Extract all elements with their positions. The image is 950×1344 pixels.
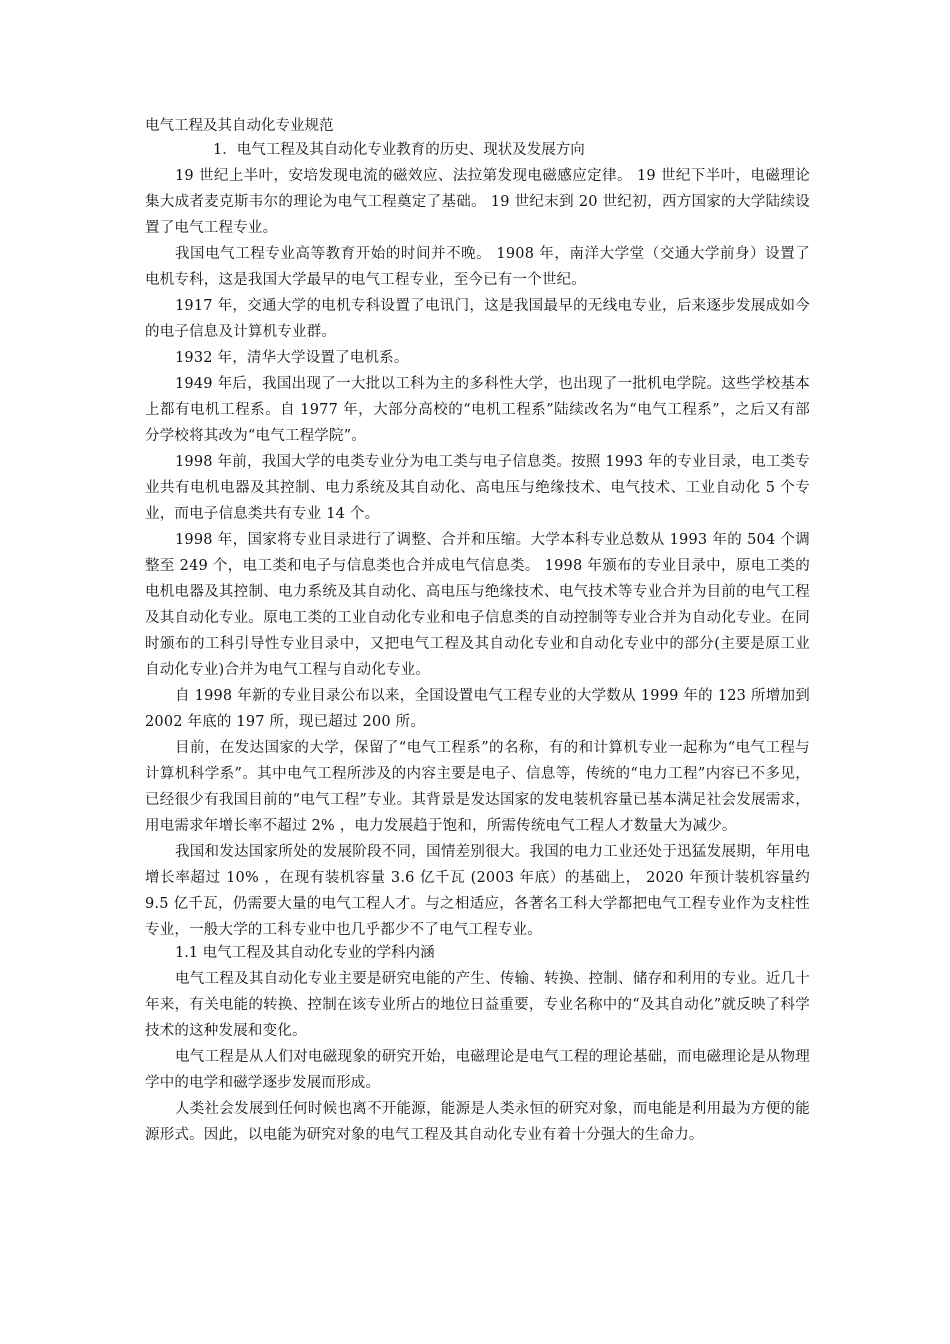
paragraph: 1932 年，清华大学设置了电机系。 xyxy=(175,350,409,366)
section-heading-1-1: 1.1 电气工程及其自动化专业的学科内涵 xyxy=(175,945,435,961)
paragraph: 目前，在发达国家的大学，保留了“电气工程系”的名称，有的和计算机专业一起称为“电气工程与计算机科学系”。其中电气工程所涉及的内容主要是电子、信息等，传统的“电力工程”内容已不多见，已经很少有我国目前的“电气工程”专业。其背景是发达国家的发电装机容量已基本满足社会发展需求，用电需求年增长率不超过 2% ，电力发展趋于饱和，所需传统电气工程人才数量大为减少。 xyxy=(145,740,810,834)
paragraph: 自 1998 年新的专业目录公布以来，全国设置电气工程专业的大学数从 1999 年的 123 所增加到 2002 年底的 197 所，现已超过 200 所。 xyxy=(145,688,810,730)
document-title: 电气工程及其自动化专业规范 xyxy=(145,118,334,134)
document-page xyxy=(145,116,810,1148)
paragraph: 1949 年后，我国出现了一大批以工科为主的多科性大学，也出现了一批机电学院。这些学校基本上都有电机工程系。自 1977 年，大部分高校的“电机工程系”陆续改名为“电气工程系”，之后又有部分学校将其改为“电气工程学院”。 xyxy=(145,376,810,444)
paragraph: 1998 年，国家将专业目录进行了调整、合并和压缩。大学本科专业总数从 1993 年的 504 个调整至 249 个，电工类和电子与信息类也合并成电气信息类。 1998 年颁布的专业目录中，原电工类的电机电器及其控制、电力系统及其自动化、高电压与绝缘技术、电气技术等专业合并为目前的电气工程及其自动化专业。原电工类的工业自动化专业和电子信息类的自动控制等专业合并为自动化专业。在同时颁布的工科引导性专业目录中，又把电气工程及其自动化专业和自动化专业中的部分(主要是原工业自动化专业)合并为电气工程与自动化专业。 xyxy=(145,532,810,678)
paragraph: 电气工程及其自动化专业主要是研究电能的产生、传输、转换、控制、储存和利用的专业。近几十年来，有关电能的转换、控制在该专业所占的地位日益重要，专业名称中的“及其自动化”就反映了科学技术的这种发展和变化。 xyxy=(145,971,810,1039)
paragraph: 我国和发达国家所处的发展阶段不同，国情差别很大。我国的电力工业还处于迅猛发展期，年用电增长率超过 10% ，在现有装机容量 3.6 亿千瓦 (2003 年底）的基础上， 2020 年预计装机容量约 9.5 亿千瓦，仍需要大量的电气工程人才。与之相适应，各著名工科大学都把电气工程专业作为支柱性专业，一般大学的工科专业中也几乎都少不了电气工程专业。 xyxy=(145,844,810,938)
paragraph: 我国电气工程专业高等教育开始的时间并不晚。 1908 年，南洋大学堂（交通大学前身）设置了电机专科，这是我国大学最早的电气工程专业，至今已有一个世纪。 xyxy=(145,246,810,288)
paragraph: 1998 年前，我国大学的电类专业分为电工类与电子信息类。按照 1993 年的专业目录，电工类专业共有电机电器及其控制、电力系统及其自动化、高电压与绝缘技术、电气技术、工业自动化 5 个专业，而电子信息类共有专业 14 个。 xyxy=(145,454,810,522)
section-heading-1: 1．电气工程及其自动化专业教育的历史、现状及发展方向 xyxy=(213,142,585,158)
paragraph: 电气工程是从人们对电磁现象的研究开始，电磁理论是电气工程的理论基础，而电磁理论是从物理学中的电学和磁学逐步发展而形成。 xyxy=(145,1049,810,1091)
paragraph: 1917 年，交通大学的电机专科设置了电讯门，这是我国最早的无线电专业，后来逐步发展成如今的电子信息及计算机专业群。 xyxy=(145,298,810,340)
paragraph: 人类社会发展到任何时候也离不开能源，能源是人类永恒的研究对象，而电能是利用最为方便的能源形式。因此，以电能为研究对象的电气工程及其自动化专业有着十分强大的生命力。 xyxy=(145,1101,810,1143)
paragraph: 19 世纪上半叶，安培发现电流的磁效应、法拉第发现电磁感应定律。 19 世纪下半叶，电磁理论集大成者麦克斯韦尔的理论为电气工程奠定了基础。 19 世纪末到 20 世纪初，西方国家的大学陆续设置了电气工程专业。 xyxy=(145,168,810,236)
